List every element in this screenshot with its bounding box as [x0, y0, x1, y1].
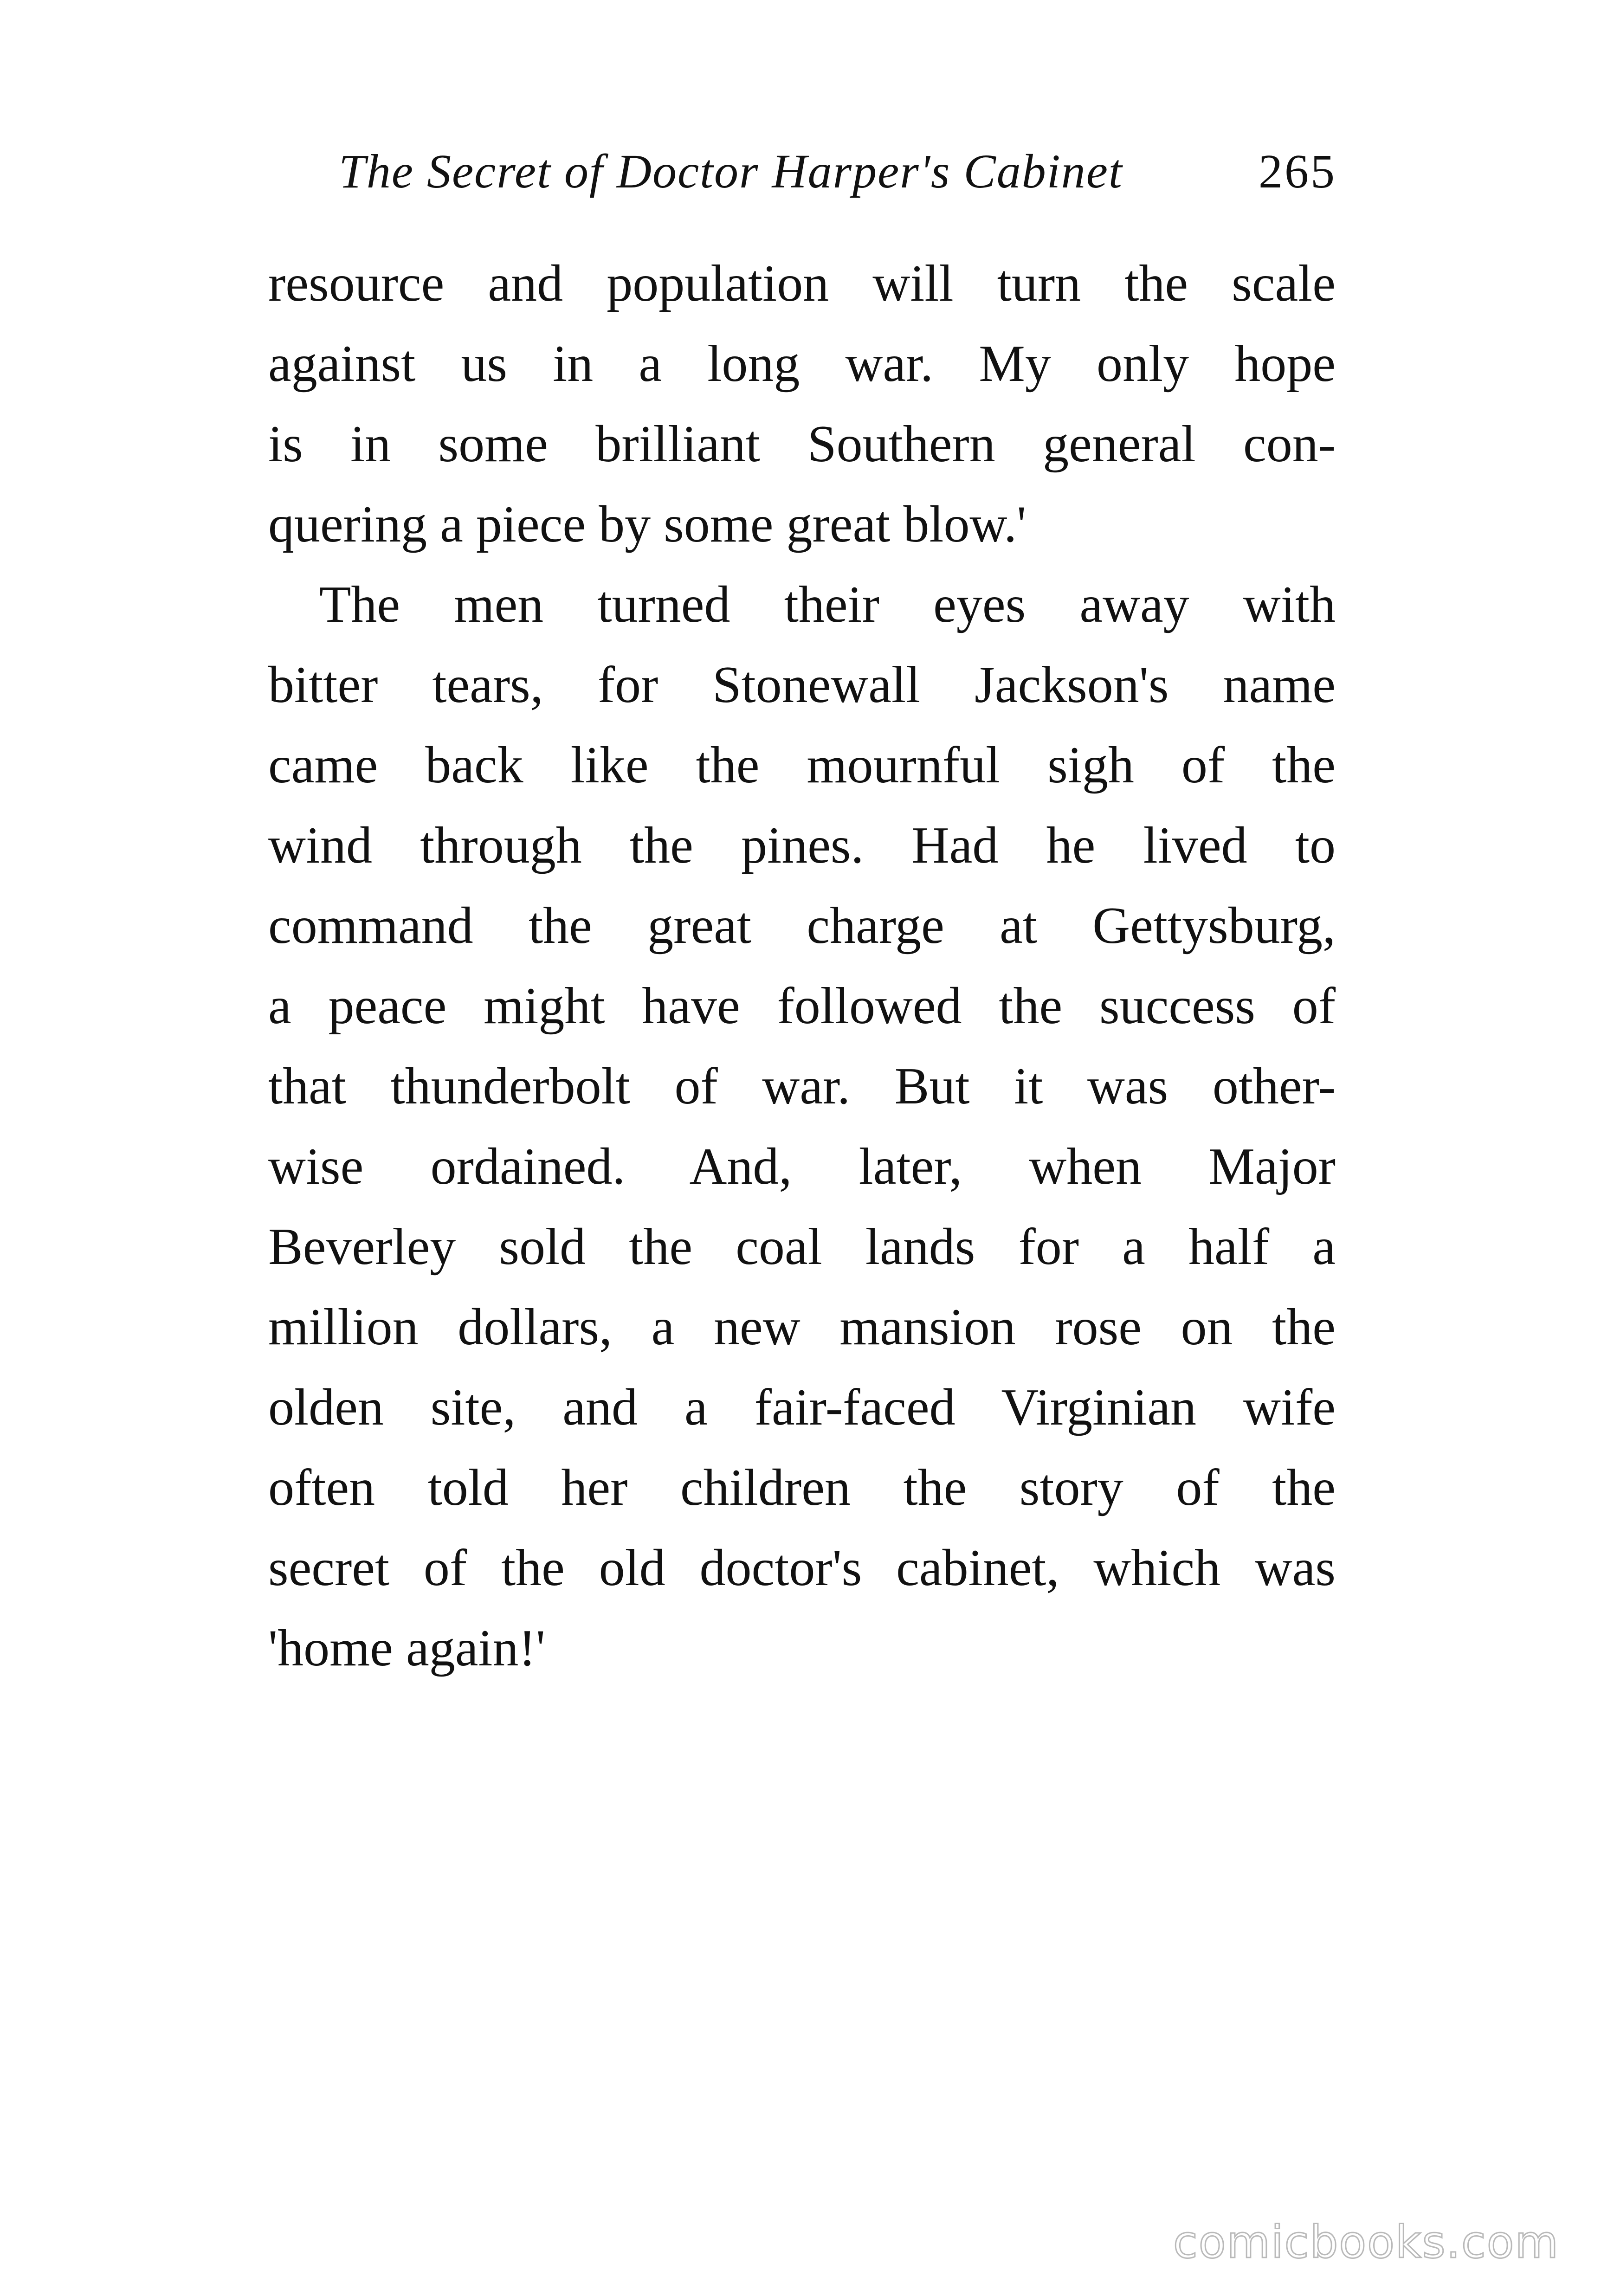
body-text: [268, 244, 1336, 1689]
text-line: olden site, and a fair-faced Virginian wife: [268, 1379, 1336, 1436]
running-head: [339, 139, 1336, 204]
page-number: 265: [1259, 145, 1336, 198]
paragraph: [268, 244, 1336, 565]
paragraph: [268, 565, 1336, 1689]
text-line: came back like the mournful sigh of the: [268, 736, 1336, 794]
text-line: bitter tears, for Stonewall Jackson's name: [268, 656, 1336, 714]
text-line: secret of the old doctor's cabinet, which was: [268, 1539, 1336, 1597]
text-line: Beverley sold the coal lands for a half a: [268, 1218, 1336, 1276]
text-line: 'home again!': [268, 1619, 546, 1677]
text-line: a peace might have followed the success of: [268, 977, 1336, 1035]
text-line: quering a piece by some great blow.': [268, 496, 1026, 553]
text-line: million dollars, a new mansion rose on the: [268, 1298, 1336, 1356]
text-line: is in some brilliant Southern general con-: [268, 415, 1336, 473]
text-line: wise ordained. And, later, when Major: [268, 1138, 1336, 1195]
text-line: that thunderbolt of war. But it was other-: [268, 1058, 1336, 1115]
text-line: against us in a long war. My only hope: [268, 335, 1336, 393]
text-line: resource and population will turn the scale: [268, 255, 1336, 312]
text-line: wind through the pines. Had he lived to: [268, 817, 1336, 874]
watermark: comicbooks.com: [1173, 2216, 1559, 2268]
text-line: command the great charge at Gettysburg,: [268, 897, 1336, 955]
text-line: often told her children the story of the: [268, 1459, 1336, 1516]
text-line: The men turned their eyes away with: [319, 576, 1336, 633]
running-head-title: The Secret of Doctor Harper's Cabinet: [339, 145, 1123, 198]
